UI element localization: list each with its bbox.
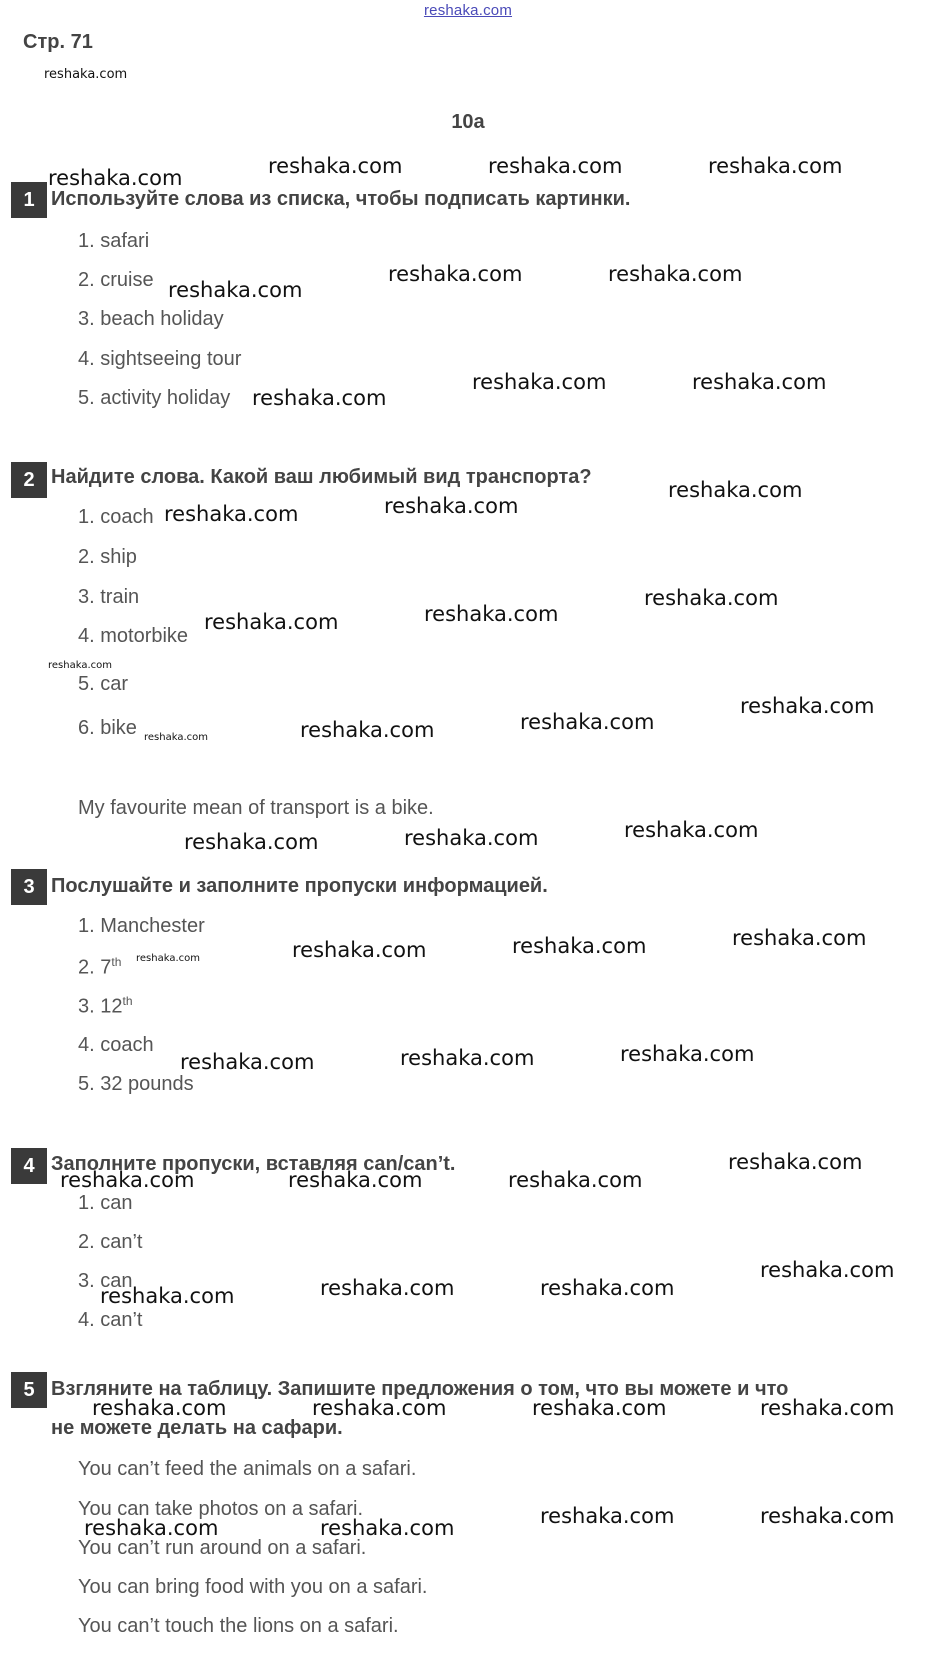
- lesson-title: 10a: [451, 111, 485, 133]
- watermark: reshaka.com: [100, 1284, 235, 1308]
- watermark: reshaka.com: [60, 1168, 195, 1192]
- list-item: You can’t feed the animals on a safari.: [78, 1458, 417, 1480]
- page-label: Стр. 71: [23, 31, 93, 53]
- watermark: reshaka.com: [760, 1504, 895, 1528]
- watermark: reshaka.com: [164, 502, 299, 526]
- list-item: 2. can’t: [78, 1231, 143, 1253]
- watermark: reshaka.com: [268, 154, 403, 178]
- watermark: reshaka.com: [608, 262, 743, 286]
- watermark: reshaka.com: [168, 278, 303, 302]
- item-text: 2. 7: [78, 956, 112, 979]
- watermark: reshaka.com: [732, 926, 867, 950]
- watermark: reshaka.com: [508, 1168, 643, 1192]
- watermark: reshaka.com: [520, 710, 655, 734]
- list-item: 4. sightseeing tour: [78, 348, 242, 370]
- list-item: 4. can’t: [78, 1309, 143, 1331]
- watermark: reshaka.com: [512, 934, 647, 958]
- watermark: reshaka.com: [320, 1276, 455, 1300]
- list-item: You can’t run around on a safari.: [78, 1537, 367, 1559]
- watermark: reshaka.com: [668, 478, 803, 502]
- watermark: reshaka.com: [292, 938, 427, 962]
- list-item: 4. coach: [78, 1034, 154, 1056]
- list-item: 1. Manchester: [78, 915, 205, 937]
- watermark: reshaka.com: [204, 610, 339, 634]
- list-item: You can’t touch the lions on a safari.: [78, 1615, 399, 1637]
- task-number-badge: 2: [11, 462, 47, 498]
- list-item: 3. beach holiday: [78, 308, 224, 330]
- watermark: reshaka.com: [252, 386, 387, 410]
- task-number-badge: 5: [11, 1372, 47, 1408]
- item-text: 3. 12: [78, 995, 123, 1018]
- watermark: reshaka.com: [48, 166, 183, 190]
- list-item: [78, 955, 121, 980]
- task-title-continued: не можете делать на сафари.: [51, 1417, 343, 1439]
- list-item: You can bring food with you on a safari.: [78, 1576, 428, 1598]
- watermark: reshaka.com: [136, 953, 200, 964]
- list-item: 6. bike: [78, 717, 137, 739]
- watermark: reshaka.com: [760, 1258, 895, 1282]
- watermark: reshaka.com: [84, 1516, 219, 1540]
- list-item: 5. 32 pounds: [78, 1073, 194, 1095]
- watermark: reshaka.com: [144, 732, 208, 743]
- list-item: 4. motorbike: [78, 625, 189, 647]
- list-item: 1. coach: [78, 506, 154, 528]
- watermark: reshaka.com: [488, 154, 623, 178]
- list-item: 5. car: [78, 673, 129, 695]
- list-item: You can take photos on a safari.: [78, 1498, 364, 1520]
- watermark: reshaka.com: [180, 1050, 315, 1074]
- watermark: reshaka.com: [320, 1516, 455, 1540]
- watermark: reshaka.com: [540, 1276, 675, 1300]
- site-link[interactable]: reshaka.com: [423, 2, 513, 19]
- watermark: reshaka.com: [644, 586, 779, 610]
- watermark: reshaka.com: [300, 718, 435, 742]
- watermark: reshaka.com: [388, 262, 523, 286]
- list-item: 3. train: [78, 586, 140, 608]
- task-number-badge: 1: [11, 182, 47, 218]
- list-item: 1. can: [78, 1192, 133, 1214]
- task-title: Взгляните на таблицу. Запишите предложения о том, что вы можете и что: [51, 1378, 789, 1400]
- list-item: 1. safari: [78, 230, 150, 252]
- watermark: reshaka.com: [400, 1046, 535, 1070]
- watermark: reshaka.com: [740, 694, 875, 718]
- watermark: reshaka.com: [184, 830, 319, 854]
- list-item: 2. cruise: [78, 269, 154, 291]
- watermark: reshaka.com: [532, 1396, 667, 1420]
- list-item: 3. can: [78, 1270, 133, 1292]
- list-item: 2. ship: [78, 546, 137, 568]
- watermark: reshaka.com: [624, 818, 759, 842]
- task-number-badge: 4: [11, 1148, 47, 1184]
- answer-text: My favourite mean of transport is a bike.: [78, 797, 434, 819]
- watermark: reshaka.com: [312, 1396, 447, 1420]
- watermark: reshaka.com: [288, 1168, 423, 1192]
- watermark: reshaka.com: [692, 370, 827, 394]
- watermark: reshaka.com: [760, 1396, 895, 1420]
- watermark: reshaka.com: [384, 494, 519, 518]
- task-title: Послушайте и заполните пропуски информацией.: [51, 875, 548, 897]
- watermark: reshaka.com: [620, 1042, 755, 1066]
- watermark: reshaka.com: [48, 660, 112, 671]
- watermark: reshaka.com: [472, 370, 607, 394]
- watermark: reshaka.com: [708, 154, 843, 178]
- task-number-badge: 3: [11, 869, 47, 905]
- watermark: reshaka.com: [424, 602, 559, 626]
- watermark: reshaka.com: [728, 1150, 863, 1174]
- watermark: reshaka.com: [540, 1504, 675, 1528]
- list-item: [78, 994, 133, 1019]
- watermark: reshaka.com: [404, 826, 539, 850]
- list-item: 5. activity holiday: [78, 387, 231, 409]
- task-title: Заполните пропуски, вставляя can/can’t.: [51, 1153, 456, 1175]
- watermark: reshaka.com: [44, 67, 128, 82]
- task-title: Используйте слова из списка, чтобы подписать картинки.: [51, 188, 631, 210]
- ordinal-suffix: th: [111, 955, 122, 969]
- task-title: Найдите слова. Какой ваш любимый вид транспорта?: [51, 466, 592, 488]
- watermark: reshaka.com: [92, 1396, 227, 1420]
- ordinal-suffix: th: [122, 994, 133, 1008]
